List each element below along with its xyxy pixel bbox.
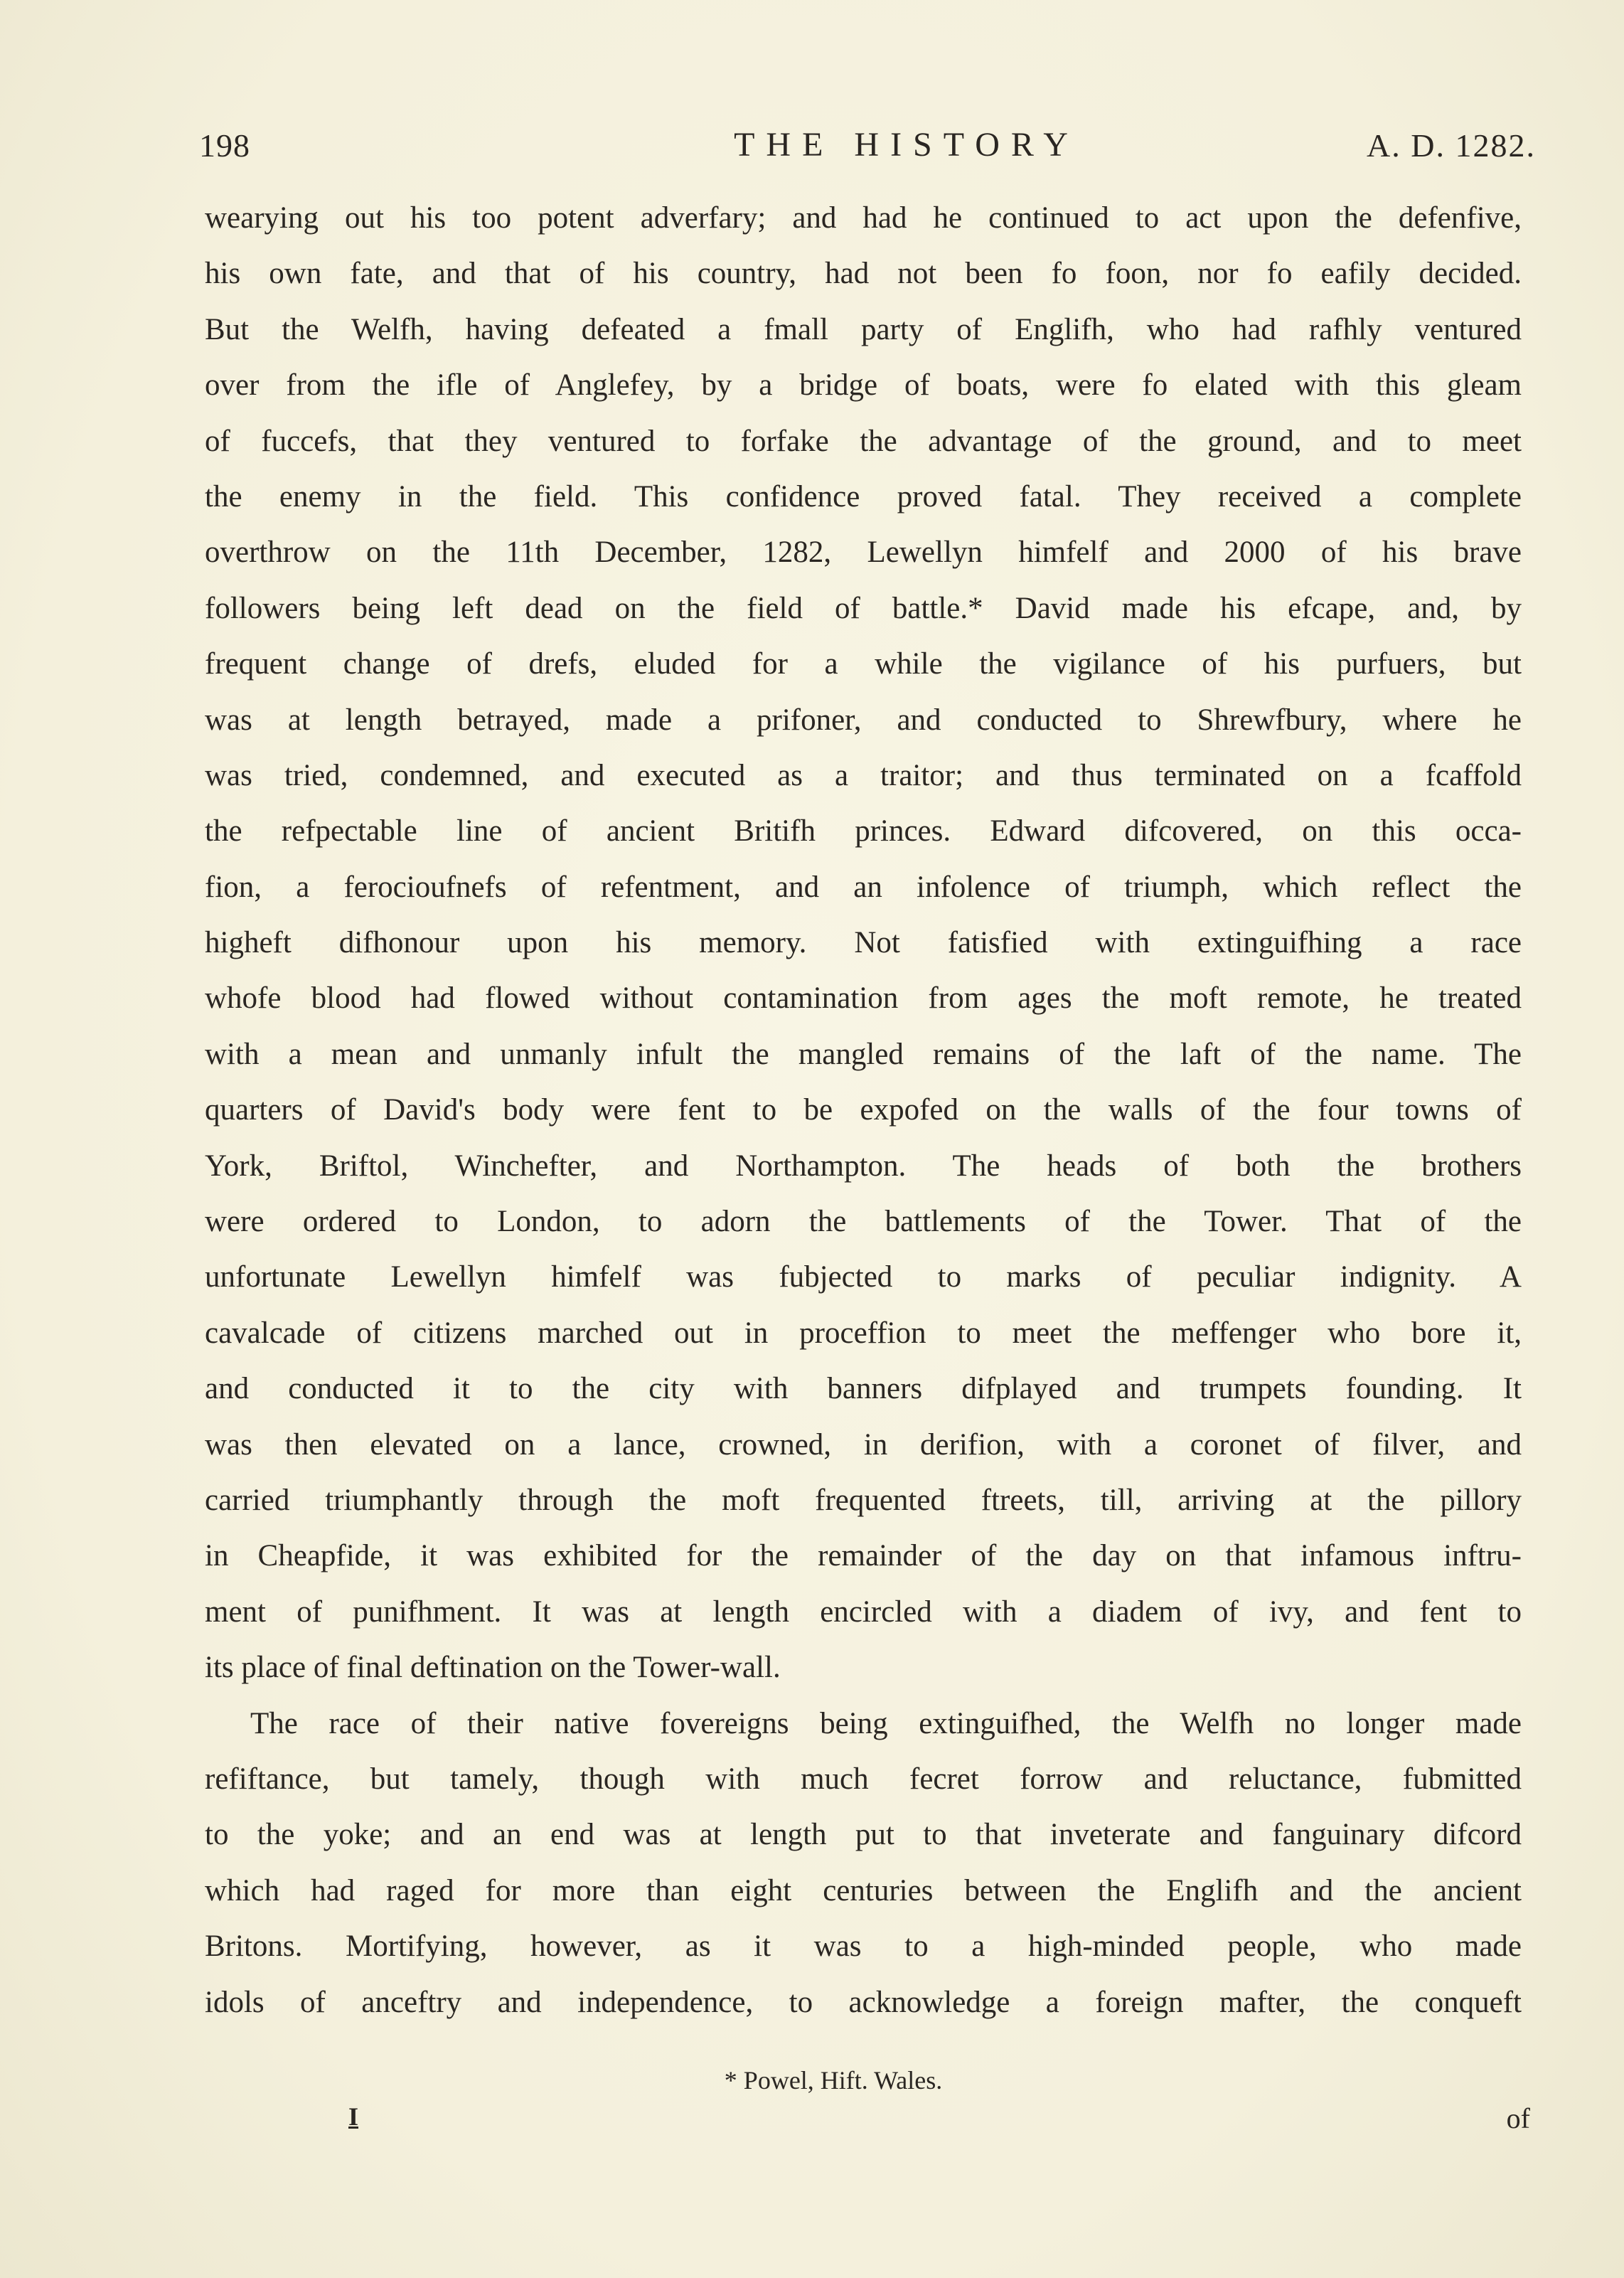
text-line: with a mean and unmanly infult the mangled remains of the laft of the name. The (205, 1037, 1522, 1071)
text-line: idols of anceftry and independence, to acknowledge a foreign mafter, the conqueft (205, 1985, 1522, 2019)
catchword: of (1506, 2102, 1530, 2134)
text-line: ment of punifhment. It was at length encircled with a diadem of ivy, and fent to (205, 1595, 1522, 1629)
text-line: refiftance, but tamely, though with much fecret forrow and reluctance, fubmitted (205, 1762, 1522, 1796)
page-number: 198 (199, 127, 250, 164)
text-line: frequent change of drefs, eluded for a while the vigilance of his purfuers, but (205, 647, 1522, 681)
paragraph-last-line: its place of final deftination on the Tower-wall. (205, 1651, 781, 1685)
body-text (205, 191, 1522, 2030)
text-line: the enemy in the field. This confidence proved fatal. They received a complete (205, 479, 1522, 513)
text-line: Britons. Mortifying, however, as it was to a high-minded people, who made (205, 1930, 1522, 1964)
signature-mark: I (348, 2102, 359, 2131)
text-line: was at length betrayed, made a prifoner, and conducted to Shrewfbury, where he (205, 703, 1522, 737)
text-line: unfortunate Lewellyn himfelf was fubjected to marks of peculiar indignity. A (205, 1260, 1522, 1294)
text-line: which had raged for more than eight centuries between the Englifh and the ancient (205, 1873, 1522, 1907)
text-line: higheft difhonour upon his memory. Not fatisfied with extinguifhing a race (205, 926, 1522, 960)
year-heading: A. D. 1282. (1367, 127, 1536, 164)
text-line: over from the ifle of Anglefey, by a bridge of boats, were fo elated with this gleam (205, 368, 1522, 403)
text-line: wearying out his too potent adverfary; and had he continued to act upon the defenfive, (205, 201, 1522, 235)
text-line: in Cheapfide, it was exhibited for the remainder of the day on that infamous inftru- (205, 1539, 1522, 1573)
text-line: and conducted it to the city with banners difplayed and trumpets founding. It (205, 1372, 1522, 1406)
footnote: * Powel, Hift. Wales. (724, 2066, 943, 2095)
text-line: were ordered to London, to adorn the battlements of the Tower. That of the (205, 1205, 1522, 1239)
text-line: to the yoke; and an end was at length put to that inveterate and fanguinary difcord (205, 1818, 1522, 1852)
text-line: the refpectable line of ancient Britifh princes. Edward difcovered, on this occa- (205, 814, 1522, 848)
text-line: whofe blood had flowed without contamination from ages the moft remote, he treated (205, 981, 1522, 1016)
text-line: followers being left dead on the field of battle.* David made his efcape, and, by (205, 591, 1522, 625)
running-title: THE HISTORY (734, 126, 1079, 164)
text-line: overthrow on the 11th December, 1282, Lewellyn himfelf and 2000 of his brave (205, 536, 1522, 570)
text-line: quarters of David's body were fent to be expofed on the walls of the four towns of (205, 1093, 1522, 1127)
text-line: was then elevated on a lance, crowned, in derifion, with a coronet of filver, and (205, 1427, 1522, 1462)
text-line: his own fate, and that of his country, had not been fo foon, nor fo eafily decided. (205, 257, 1522, 291)
text-line: cavalcade of citizens marched out in proceffion to meet the meffenger who bore it, (205, 1316, 1522, 1350)
text-line: York, Briftol, Winchefter, and Northampton. The heads of both the brothers (205, 1149, 1522, 1183)
paragraph-first-line: The race of their native fovereigns being extinguifhed, the Welfh no longer made (250, 1706, 1522, 1740)
text-line: fion, a ferocioufnefs of refentment, and an infolence of triumph, which reflect the (205, 870, 1522, 904)
text-line: was tried, condemned, and executed as a traitor; and thus terminated on a fcaffold (205, 758, 1522, 792)
text-line: But the Welfh, having defeated a fmall party of Englifh, who had rafhly ventured (205, 312, 1522, 346)
text-line: of fuccefs, that they ventured to forfake the advantage of the ground, and to meet (205, 424, 1522, 458)
running-head (199, 119, 1536, 169)
text-line: carried triumphantly through the moft frequented ftreets, till, arriving at the pillory (205, 1483, 1522, 1517)
